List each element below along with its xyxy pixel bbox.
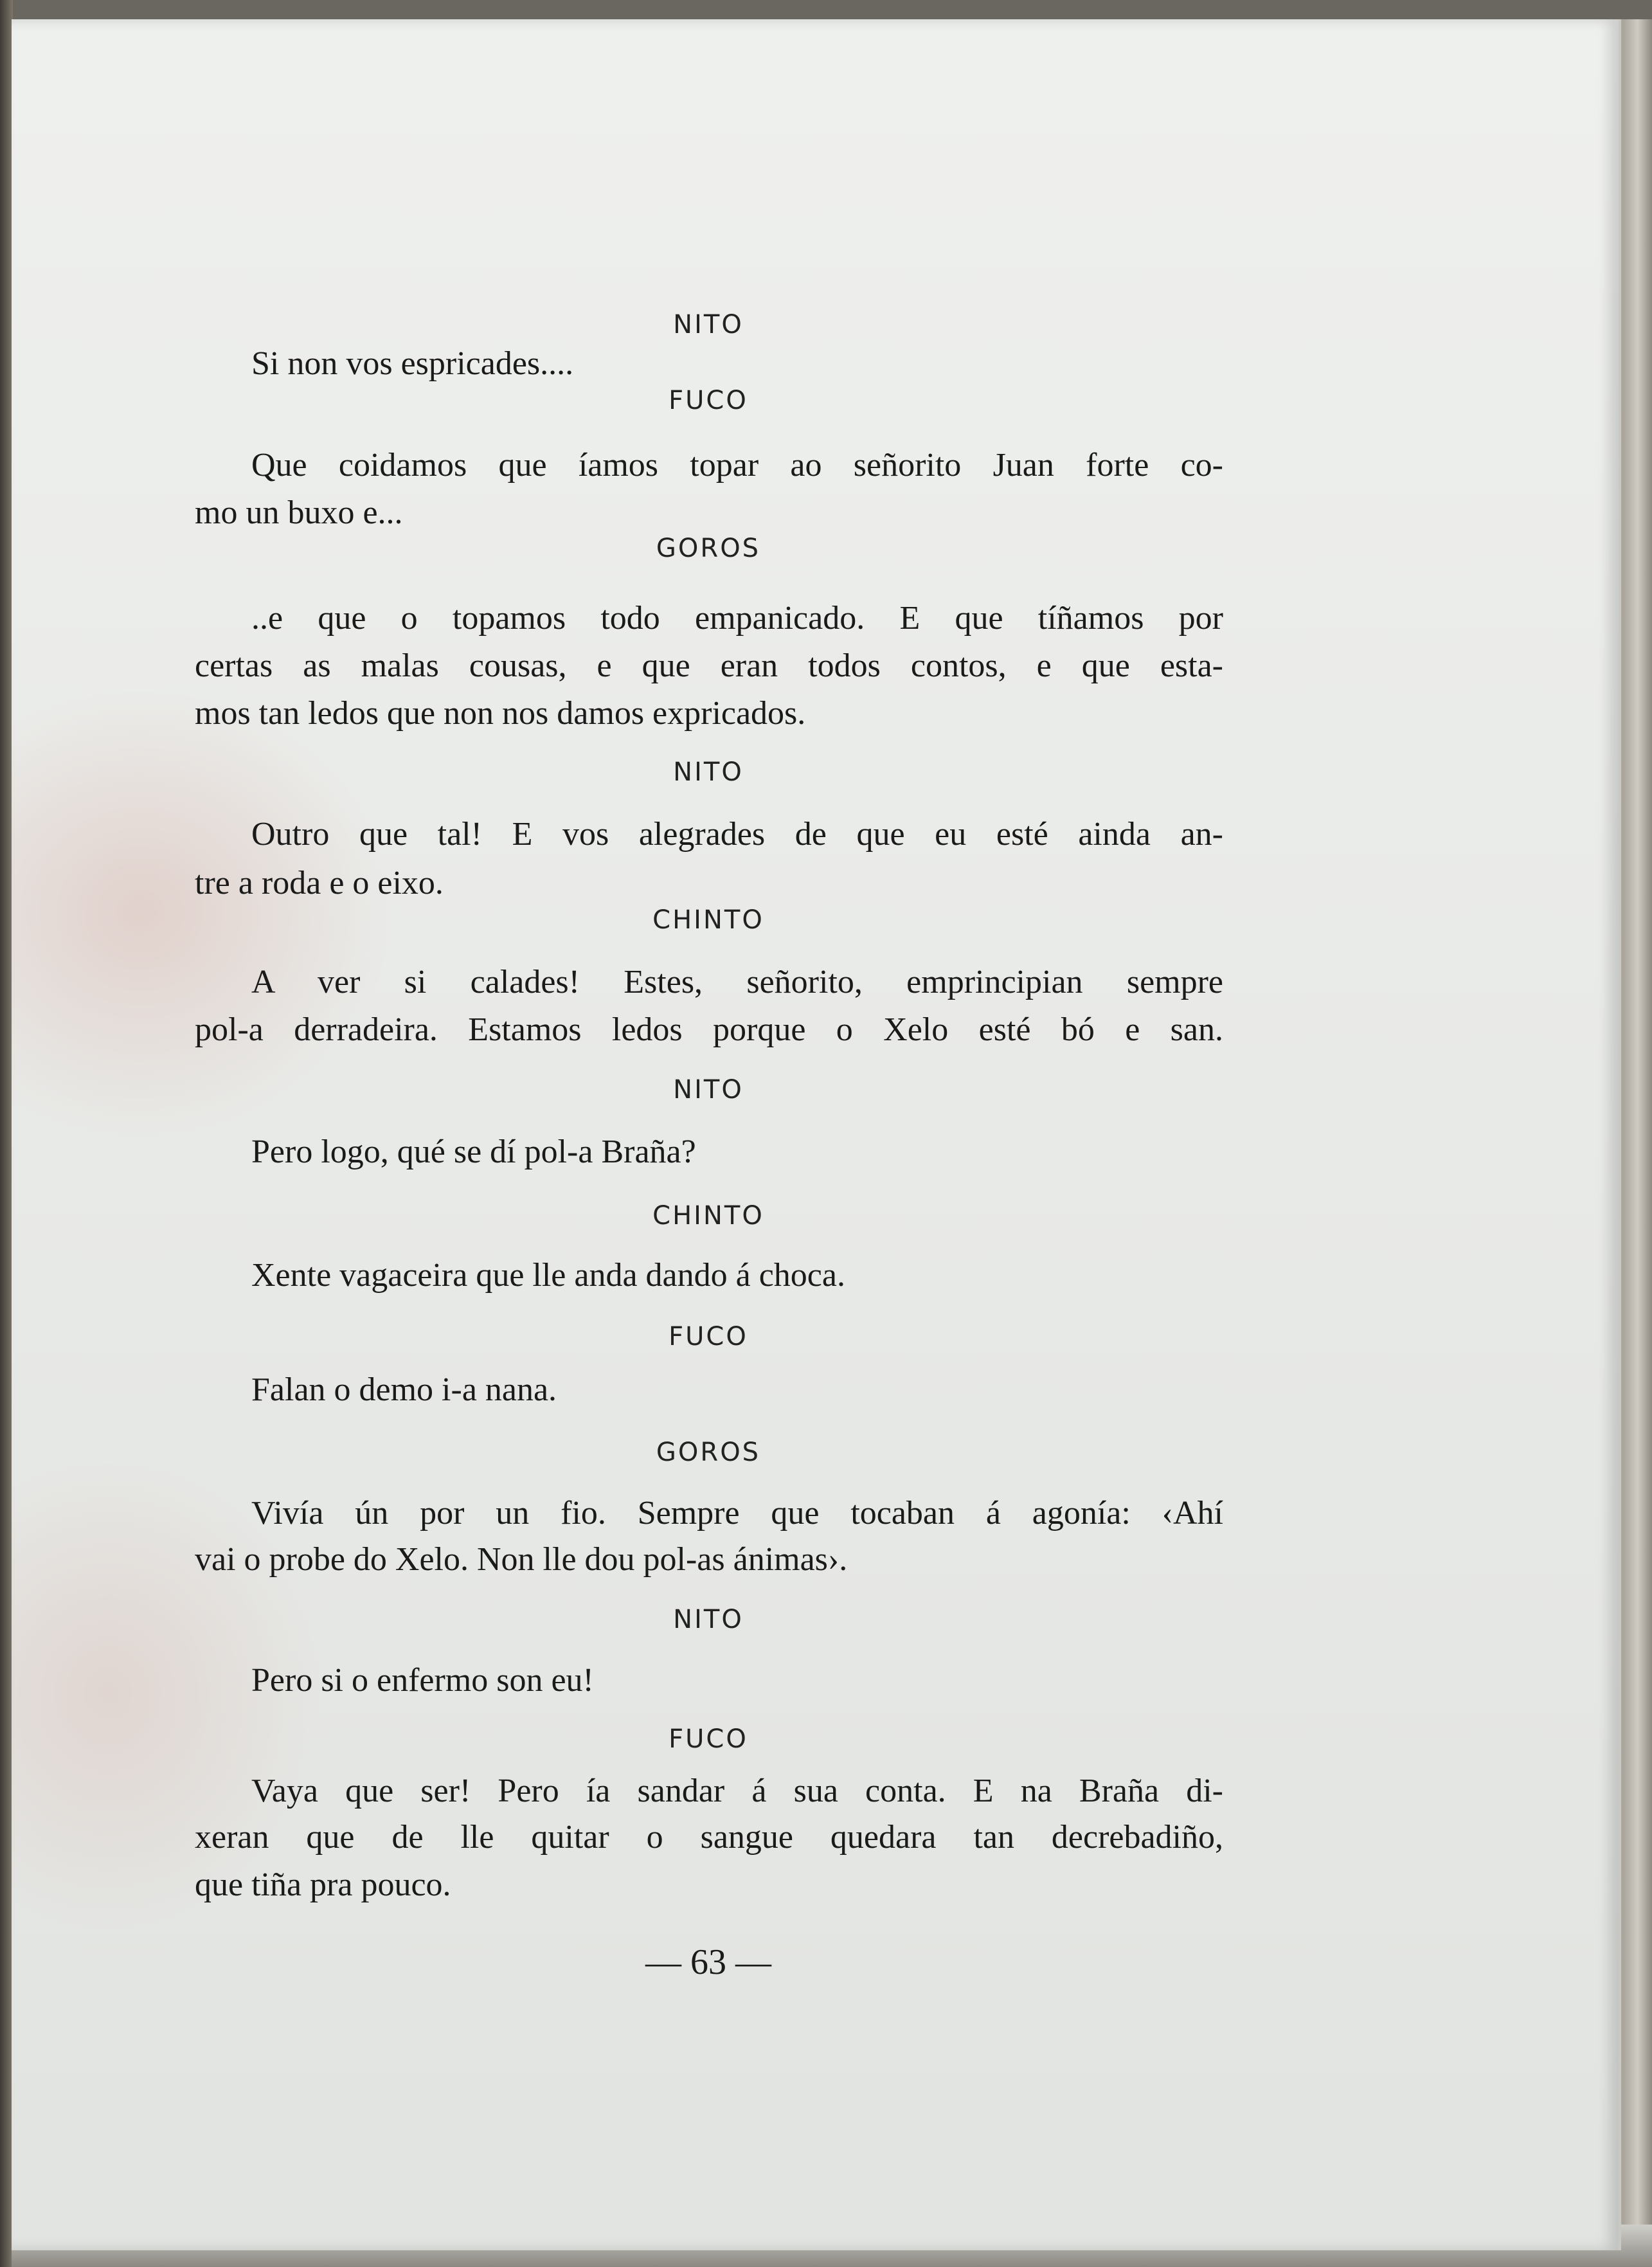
speaker-label: GOROS [656, 534, 761, 563]
dialogue-line: Que coidamos que íamos topar ao señorito Juan forte co- [251, 447, 1223, 483]
dialogue-line: pol-a derradeira. Estamos ledos porque o Xelo esté bó e san. [195, 1011, 1223, 1048]
book-spine-shadow [0, 0, 13, 2267]
dialogue-line: A ver si calades! Estes, señorito, emprincipian sempre [251, 964, 1223, 1000]
dialogue-line: tre a roda e o eixo. [195, 865, 444, 901]
speaker-label: CHINTO [652, 905, 764, 935]
speaker-label: NITO [673, 757, 744, 787]
book-page [12, 19, 1619, 2250]
dialogue-line: ..e que o topamos todo empanicado. E que tíñamos por [251, 600, 1223, 637]
dialogue-line: que tiña pra pouco. [195, 1866, 451, 1903]
speaker-label: FUCO [669, 1322, 748, 1351]
dialogue-line: Pero logo, qué se dí pol-a Braña? [251, 1134, 696, 1170]
dialogue-line: Vivía ún por un fio. Sempre que tocaban á agonía: ‹Ahí [251, 1495, 1223, 1531]
dialogue-line: mos tan ledos que non nos damos expricados. [195, 695, 806, 732]
dialogue-line: Pero si o enfermo son eu! [251, 1662, 594, 1699]
dialogue-line: Outro que tal! E vos alegrades de que eu esté ainda an- [251, 816, 1223, 853]
speaker-label: GOROS [656, 1438, 761, 1467]
dialogue-line: certas as malas cousas, e que eran todos contos, e que esta- [195, 647, 1223, 684]
dialogue-line: Xente vagaceira que lle anda dando á choca. [251, 1257, 845, 1294]
dialogue-line: mo un buxo e... [195, 494, 403, 531]
dialogue-line: Vaya que ser! Pero ía sandar á sua conta. E na Braña di- [251, 1773, 1223, 1809]
speaker-label: FUCO [669, 386, 748, 415]
dialogue-line: Si non vos espricades.... [251, 345, 574, 382]
dialogue-line: Falan o demo i-a nana. [251, 1371, 557, 1408]
speaker-label: CHINTO [652, 1201, 764, 1231]
page-text [12, 19, 1619, 2250]
page-number: — 63 — [645, 1942, 771, 1982]
speaker-label: NITO [673, 1075, 744, 1105]
speaker-label: FUCO [669, 1724, 748, 1754]
speaker-label: NITO [673, 1605, 744, 1634]
speaker-label: NITO [673, 310, 744, 339]
dialogue-line: xeran que de lle quitar o sangue quedara tan decrebadiño, [195, 1819, 1223, 1856]
dialogue-line: vai o probe do Xelo. Non lle dou pol-as ánimas›. [195, 1541, 848, 1578]
